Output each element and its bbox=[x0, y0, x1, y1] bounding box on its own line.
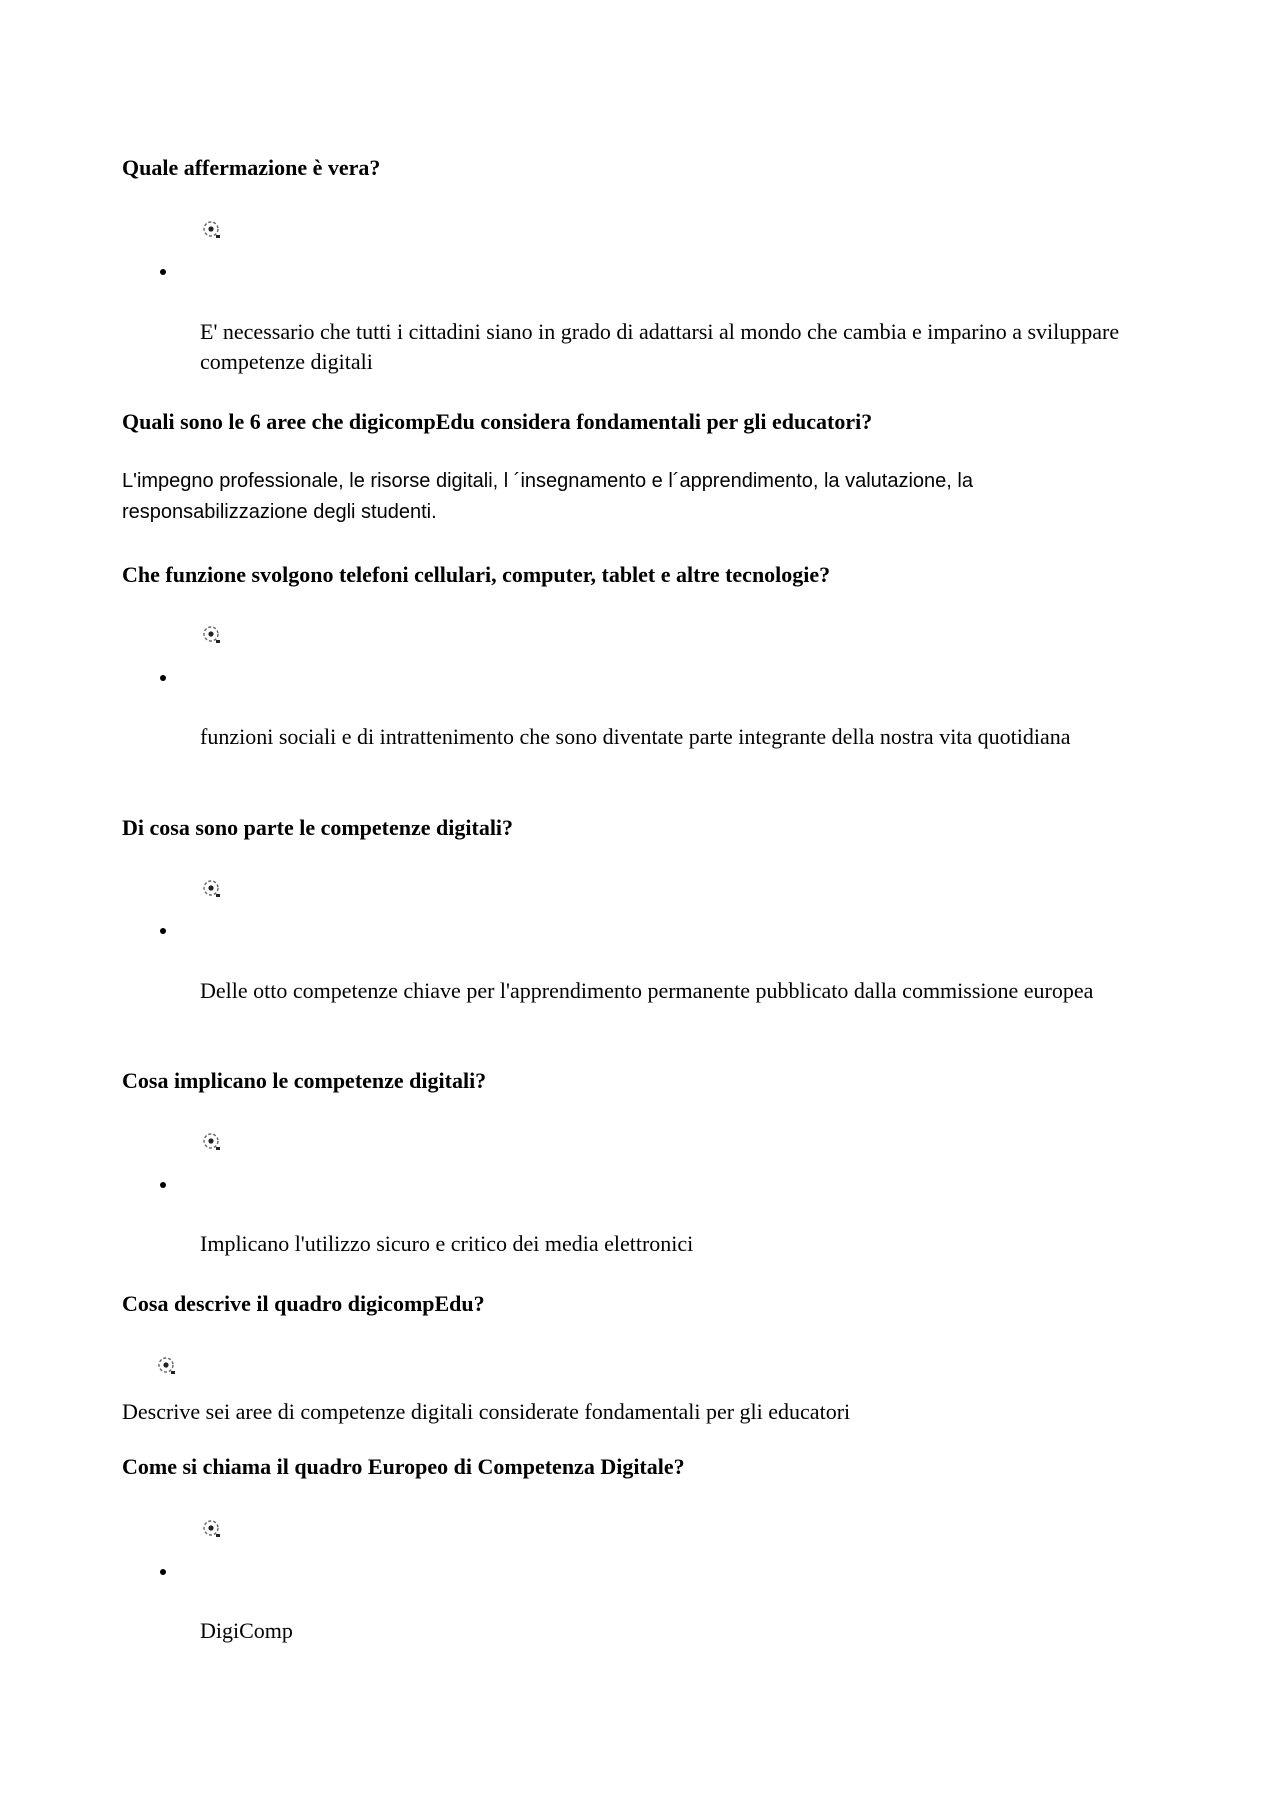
list-bullet bbox=[160, 1182, 166, 1188]
list-bullet bbox=[160, 675, 166, 681]
list-bullet bbox=[160, 269, 166, 275]
question-title: Come si chiama il quadro Europeo di Competenza Digitale? bbox=[122, 1454, 685, 1479]
question-title: Quale affermazione è vera? bbox=[122, 155, 381, 180]
radio-button-icon[interactable] bbox=[201, 624, 223, 646]
answer-text: Descrive sei aree di competenze digitali considerate fondamentali per gli educatori bbox=[122, 1399, 851, 1424]
radio-button-icon[interactable] bbox=[156, 1355, 178, 1377]
radio-button-icon[interactable] bbox=[201, 219, 223, 241]
radio-button-icon[interactable] bbox=[201, 878, 223, 900]
question-title: Che funzione svolgono telefoni cellulari, computer, tablet e altre tecnologie? bbox=[122, 562, 831, 587]
radio-button-icon[interactable] bbox=[201, 1518, 223, 1540]
question-title: Cosa descrive il quadro digicompEdu? bbox=[122, 1291, 485, 1316]
radio-button-icon[interactable] bbox=[201, 1131, 223, 1153]
answer-text: funzioni sociali e di intrattenimento che sono diventate parte integrante della nostra vita quotidiana bbox=[200, 724, 1071, 749]
list-bullet bbox=[160, 928, 166, 934]
question-title: Quali sono le 6 aree che digicompEdu considera fondamentali per gli educatori? bbox=[122, 409, 873, 434]
answer-text: E' necessario che tutti i cittadini siano in grado di adattarsi al mondo che cambia e imparino a sviluppare competenze digitali bbox=[200, 319, 1120, 374]
question-title: Di cosa sono parte le competenze digitali? bbox=[122, 815, 514, 840]
answer-text: DigiComp bbox=[200, 1618, 293, 1643]
question-title: Cosa implicano le competenze digitali? bbox=[122, 1068, 487, 1093]
list-bullet bbox=[160, 1569, 166, 1575]
answer-text: Delle otto competenze chiave per l'apprendimento permanente pubblicato dalla commissione europea bbox=[200, 978, 1094, 1003]
answer-text: L'impegno professionale, le risorse digitali, l ´insegnamento e l´apprendimento, la valutazione, la responsabilizzazione degli studenti. bbox=[122, 470, 973, 523]
answer-text: Implicano l'utilizzo sicuro e critico dei media elettronici bbox=[200, 1231, 694, 1256]
